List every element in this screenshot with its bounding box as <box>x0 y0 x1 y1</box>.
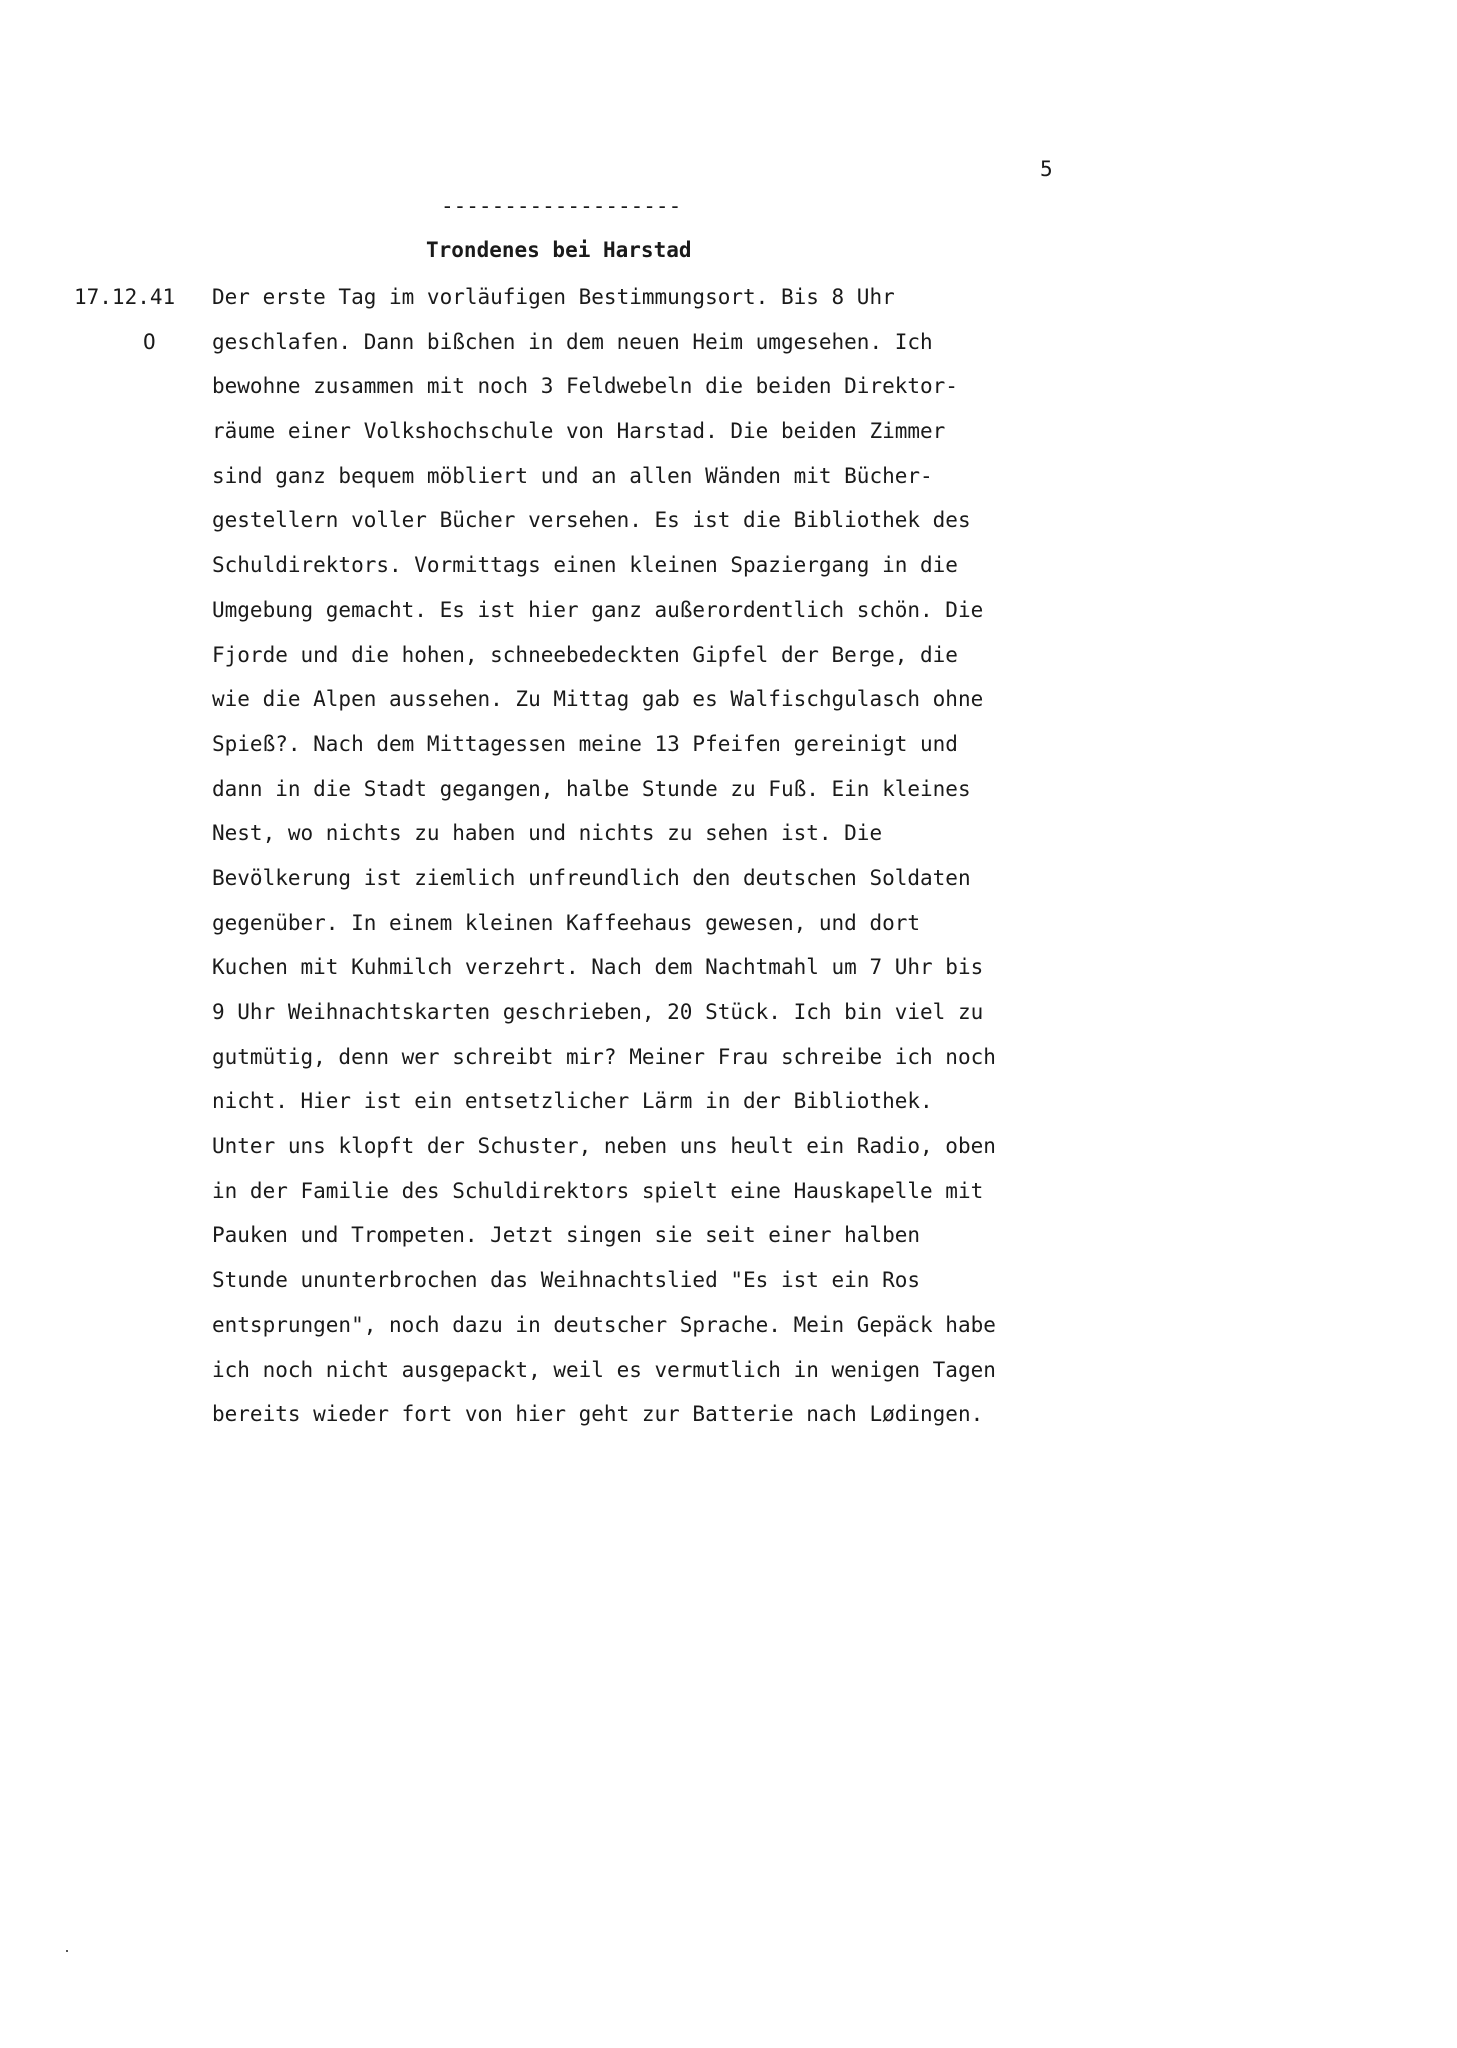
body-line: gegenüber. In einem kleinen Kaffeehaus gewesen, und dort <box>212 910 921 935</box>
body-line: Spieß?. Nach dem Mittagessen meine 13 Pfeifen gereinigt und <box>212 731 958 756</box>
scan-speck <box>66 1950 68 1952</box>
body-line: Schuldirektors. Vormittags einen kleinen Spaziergang in die <box>212 553 958 578</box>
body-line: gutmütig, denn wer schreibt mir? Meiner Frau schreibe ich noch <box>212 1044 996 1069</box>
body-line: Umgebung gemacht. Es ist hier ganz außerordentlich schön. Die <box>212 597 984 622</box>
separator-line: ------------------- <box>441 194 682 218</box>
body-line: gestellern voller Bücher versehen. Es ist die Bibliothek des <box>212 508 971 533</box>
body-line: Unter uns klopft der Schuster, neben uns heult ein Radio, oben <box>212 1134 996 1159</box>
body-line: Kuchen mit Kuhmilch verzehrt. Nach dem Nachtmahl um 7 Uhr bis <box>212 955 984 980</box>
body-line: Stunde ununterbrochen das Weihnachtslied "Es ist ein Ros <box>212 1268 921 1293</box>
body-line: ich noch nicht ausgepackt, weil es vermutlich in wenigen Tagen <box>212 1357 996 1382</box>
body-line: geschlafen. Dann bißchen in dem neuen Heim umgesehen. Ich <box>212 329 933 354</box>
body-line: wie die Alpen aussehen. Zu Mittag gab es Walfischgulasch ohne <box>212 687 984 712</box>
page-number: 5 <box>1040 157 1053 181</box>
body-line: bereits wieder fort von hier geht zur Batterie nach Lødingen. <box>212 1402 984 1427</box>
body-line: entsprungen", noch dazu in deutscher Sprache. Mein Gepäck habe <box>212 1312 996 1337</box>
body-line: nicht. Hier ist ein entsetzlicher Lärm in der Bibliothek. <box>212 1089 933 1114</box>
body-line: Der erste Tag im vorläufigen Bestimmungsort. Bis 8 Uhr <box>212 285 895 309</box>
body-line: räume einer Volkshochschule von Harstad. Die beiden Zimmer <box>212 419 946 444</box>
body-line: Nest, wo nichts zu haben und nichts zu sehen ist. Die <box>212 821 883 846</box>
body-line: dann in die Stadt gegangen, halbe Stunde zu Fuß. Ein kleines <box>212 776 971 801</box>
body-line: sind ganz bequem möbliert und an allen Wänden mit Bücher- <box>212 463 933 488</box>
body-line: Fjorde und die hohen, schneebedeckten Gipfel der Berge, die <box>212 642 958 667</box>
body-line: 9 Uhr Weihnachtskarten geschrieben, 20 Stück. Ich bin viel zu <box>212 1000 984 1024</box>
body-line: in der Familie des Schuldirektors spielt eine Hauskapelle mit <box>212 1178 984 1203</box>
section-heading: Trondenes bei Harstad <box>426 238 692 262</box>
entry-marker: O <box>143 330 156 354</box>
body-line: bewohne zusammen mit noch 3 Feldwebeln die beiden Direktor- <box>212 374 958 399</box>
body-line: Pauken und Trompeten. Jetzt singen sie seit einer halben <box>212 1223 921 1248</box>
entry-body <box>212 285 1072 1447</box>
entry-date: 17.12.41 <box>74 285 176 309</box>
body-line: Bevölkerung ist ziemlich unfreundlich den deutschen Soldaten <box>212 865 971 890</box>
